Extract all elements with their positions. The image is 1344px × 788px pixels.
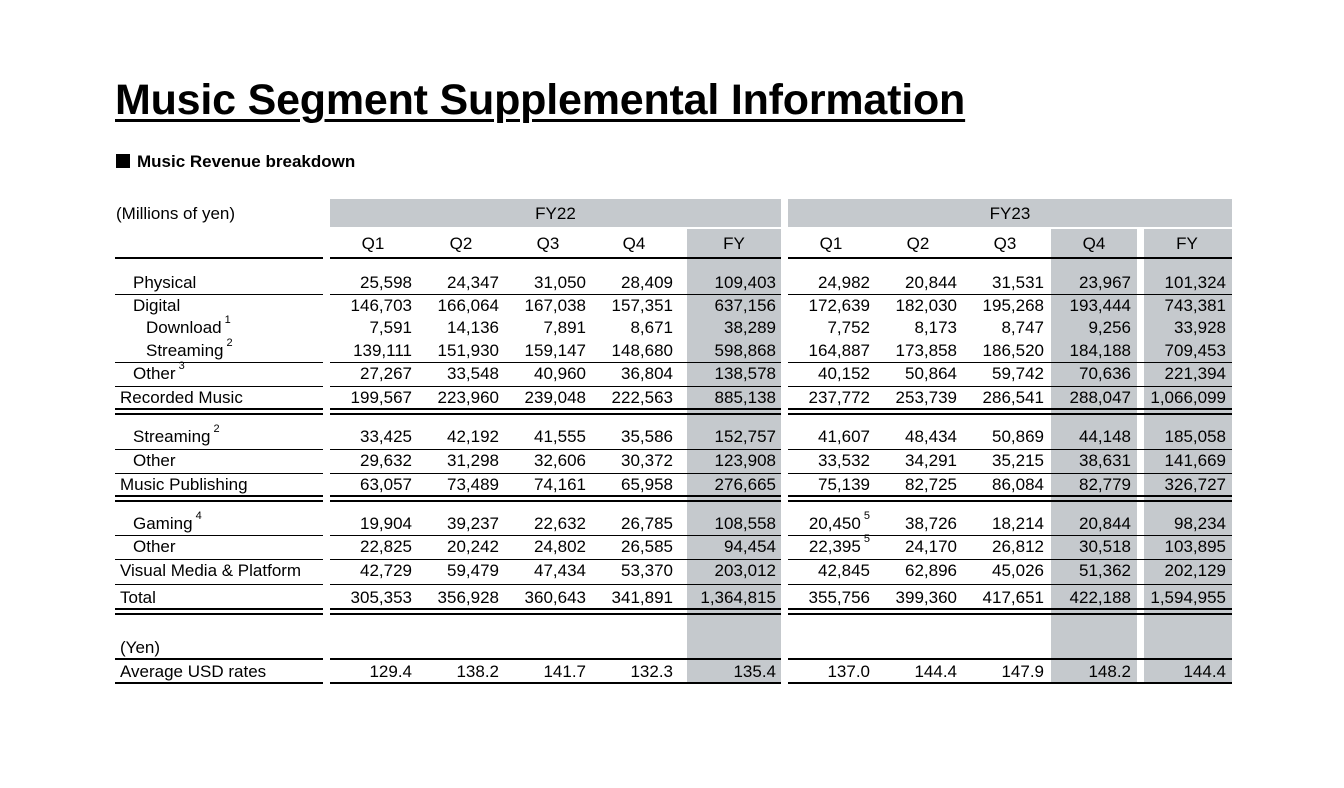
row-label (133, 296, 180, 316)
table-cell-value: 24,982 (818, 273, 870, 292)
row-label-text: Recorded Music (120, 388, 243, 407)
row-rule (115, 559, 323, 560)
table-cell-value: 709,453 (1164, 341, 1226, 360)
table-cell (1116, 537, 1226, 557)
table-cell-value: 326,727 (1164, 475, 1226, 494)
table-cell-value: 59,742 (992, 364, 1044, 383)
table-cell-value: 45,026 (992, 561, 1044, 580)
table-cell-value: 199,567 (350, 388, 412, 407)
row-rule (330, 449, 781, 450)
table-cell-value: 222,563 (611, 388, 673, 407)
row-label-text: Digital (133, 296, 181, 315)
table-cell-value: 305,353 (350, 588, 412, 607)
usd-rate-cell: 144.4 (1183, 662, 1226, 681)
section-double-rule (330, 495, 781, 502)
header-rule-fy23 (788, 257, 1232, 259)
table-cell-value: 50,864 (905, 364, 957, 383)
column-header: FY (1176, 234, 1198, 253)
row-label-text: Visual Media & Platform (120, 561, 302, 580)
table-cell-value: 151,930 (437, 341, 499, 360)
row-rule (115, 362, 323, 363)
table-cell (1021, 451, 1131, 471)
table-cell-value: 41,555 (534, 427, 586, 446)
table-cell-value: 33,928 (1174, 318, 1226, 337)
table-cell-value: 14,136 (447, 318, 499, 337)
table-cell (1021, 318, 1131, 338)
table-cell (1116, 341, 1226, 361)
column-header: Q3 (536, 234, 560, 253)
row-label-text: Other (133, 537, 176, 556)
row-label-text: Music Publishing (120, 475, 248, 494)
total-double-rule (115, 608, 323, 615)
table-cell-value: 8,747 (1001, 318, 1044, 337)
table-cell-value: 25,598 (360, 273, 412, 292)
table-cell-value: 186,520 (982, 341, 1044, 360)
row-label-text: Total (120, 588, 156, 607)
table-cell-value: 42,845 (818, 561, 870, 580)
row-label (120, 388, 243, 408)
row-rule (788, 449, 1232, 450)
table-cell-value: 202,129 (1164, 561, 1226, 580)
table-cell (1116, 296, 1226, 316)
fy-header-fy23: FY23 (989, 204, 1031, 223)
section-double-rule (115, 495, 323, 502)
row-rule (115, 473, 323, 474)
footnote-marker: 2 (223, 337, 233, 349)
table-cell-value: 356,928 (437, 588, 499, 607)
table-cell-value: 7,752 (827, 318, 870, 337)
table-cell-value: 98,234 (1174, 514, 1226, 533)
yen-rule (788, 658, 1232, 660)
table-cell-value: 75,139 (818, 475, 870, 494)
row-rule (788, 386, 1232, 387)
table-cell-value: 27,267 (360, 364, 412, 383)
table-cell (1116, 427, 1226, 447)
table-cell-value: 40,960 (534, 364, 586, 383)
section-heading-label: Music Revenue breakdown (137, 152, 356, 171)
table-cell (1021, 475, 1131, 495)
row-rule (330, 584, 781, 585)
table-cell (1021, 273, 1131, 293)
table-cell-value: 59,479 (447, 561, 499, 580)
section-double-rule (330, 408, 781, 415)
row-label-text: Other (133, 364, 176, 383)
table-cell (563, 451, 673, 471)
column-header: Q1 (361, 234, 385, 253)
table-cell-value: 109,403 (714, 273, 776, 292)
row-label (133, 451, 176, 471)
table-cell-value: 35,586 (621, 427, 673, 446)
table-cell-value: 40,152 (818, 364, 870, 383)
header-rule-fy22 (330, 257, 781, 259)
table-cell-value: 23,967 (1079, 273, 1131, 292)
table-cell (563, 561, 673, 581)
table-cell-value: 148,680 (611, 341, 673, 360)
table-cell (1116, 475, 1226, 495)
table-cell (563, 514, 673, 534)
table-cell-value: 42,192 (447, 427, 499, 446)
table-cell-value: 20,242 (447, 537, 499, 556)
table-cell (563, 588, 673, 608)
table-cell-value: 39,237 (447, 514, 499, 533)
row-rule (788, 294, 1232, 295)
table-cell-value: 26,785 (621, 514, 673, 533)
table-cell-value: 19,904 (360, 514, 412, 533)
footnote-marker: 3 (175, 360, 185, 372)
table-cell-value: 341,891 (611, 588, 673, 607)
row-label (146, 314, 231, 338)
table-cell-value: 29,632 (360, 451, 412, 470)
column-header: Q4 (1082, 234, 1106, 253)
table-cell-value: 182,030 (895, 296, 957, 315)
section-double-rule (788, 495, 1232, 502)
fy-header-fy22: FY22 (535, 204, 576, 223)
table-cell-value: 82,725 (905, 475, 957, 494)
table-cell (1021, 588, 1131, 608)
usd-rate-cell: 141.7 (543, 662, 586, 681)
column-header: Q2 (906, 234, 930, 253)
table-cell-value: 101,324 (1164, 273, 1226, 292)
table-cell (563, 273, 673, 293)
table-cell-value: 31,050 (534, 273, 586, 292)
table-cell-value: 20,450 (808, 514, 861, 533)
table-cell-value: 1,364,815 (700, 588, 776, 607)
table-cell-value: 223,960 (437, 388, 499, 407)
table-cell-value: 185,058 (1164, 427, 1226, 446)
row-label (133, 537, 176, 557)
row-label-text: Other (133, 451, 176, 470)
table-cell-value: 86,084 (992, 475, 1044, 494)
table-cell-value: 24,347 (447, 273, 499, 292)
table-cell-value: 139,111 (353, 341, 412, 360)
table-cell-value: 30,518 (1079, 537, 1131, 556)
table-cell-value: 253,739 (895, 388, 957, 407)
column-header: Q2 (449, 234, 473, 253)
table-cell-value: 173,858 (895, 341, 957, 360)
row-label-text: Gaming (133, 514, 193, 533)
usd-rule (788, 682, 1232, 684)
table-cell-value: 193,444 (1069, 296, 1131, 315)
row-label (146, 337, 233, 361)
section-heading (116, 152, 355, 172)
table-cell-value: 38,726 (905, 514, 957, 533)
table-cell (563, 427, 673, 447)
row-label-text: Physical (133, 273, 197, 292)
table-cell (1116, 588, 1226, 608)
table-cell (1021, 341, 1131, 361)
table-cell-value: 123,908 (714, 451, 776, 470)
usd-rate-cell: 137.0 (827, 662, 870, 681)
table-cell-value: 30,372 (621, 451, 673, 470)
table-cell-value: 417,651 (982, 588, 1044, 607)
table-cell-value: 637,156 (714, 296, 776, 315)
table-cell-value: 74,161 (534, 475, 586, 494)
column-header: FY (723, 234, 745, 253)
usd-rule (330, 682, 781, 684)
table-cell-value: 34,291 (905, 451, 957, 470)
row-rule (115, 535, 323, 536)
usd-rule (115, 682, 323, 684)
table-cell-value: 24,170 (905, 537, 957, 556)
table-cell (1021, 364, 1131, 384)
table-cell-value: 7,591 (369, 318, 412, 337)
table-cell-value: 70,636 (1079, 364, 1131, 383)
table-cell-value: 108,558 (714, 514, 776, 533)
units-label: (Millions of yen) (116, 204, 236, 223)
usd-rate-cell: 148.2 (1088, 662, 1131, 681)
section-double-rule (788, 408, 1232, 415)
footnote-marker: 2 (210, 423, 220, 435)
table-cell-value: 7,891 (543, 318, 586, 337)
row-rule (788, 362, 1232, 363)
table-cell-value: 22,825 (360, 537, 412, 556)
table-cell-value: 82,779 (1079, 475, 1131, 494)
column-header: Q1 (819, 234, 843, 253)
yen-label: (Yen) (120, 638, 161, 657)
table-cell-value: 28,409 (621, 273, 673, 292)
table-cell (563, 388, 673, 408)
table-cell-value: 138,578 (714, 364, 776, 383)
table-cell-value: 203,012 (714, 561, 776, 580)
table-cell-value: 26,585 (621, 537, 673, 556)
row-rule (330, 386, 781, 387)
table-cell-value: 31,531 (992, 273, 1044, 292)
row-label (133, 273, 196, 293)
table-cell-value: 399,360 (895, 588, 957, 607)
table-cell-value: 195,268 (982, 296, 1044, 315)
table-cell (563, 364, 673, 384)
table-cell (563, 537, 673, 557)
table-cell-value: 48,434 (905, 427, 957, 446)
table-cell-value: 18,214 (992, 514, 1044, 533)
table-cell-value: 47,434 (534, 561, 586, 580)
table-cell (1021, 388, 1131, 408)
table-cell-value: 743,381 (1164, 296, 1226, 315)
column-header: Q4 (622, 234, 646, 253)
table-cell-value: 141,669 (1164, 451, 1226, 470)
table-cell-value: 8,173 (914, 318, 957, 337)
table-cell (1116, 451, 1226, 471)
usd-rate-cell: 132.3 (630, 662, 673, 681)
table-cell-value: 146,703 (350, 296, 412, 315)
table-cell-value: 35,215 (992, 451, 1044, 470)
page-title: Music Segment Supplemental Information (115, 76, 966, 124)
table-cell-value: 33,425 (360, 427, 412, 446)
usd-rate-cell: 135.4 (733, 662, 776, 681)
table-cell-value: 26,812 (992, 537, 1044, 556)
usd-rate-cell: 147.9 (1001, 662, 1044, 681)
table-cell-value: 38,631 (1079, 451, 1131, 470)
table-cell-value: 24,802 (534, 537, 586, 556)
table-cell-value: 166,064 (437, 296, 499, 315)
table-cell-value: 237,772 (808, 388, 870, 407)
table-cell-value: 221,394 (1164, 364, 1226, 383)
total-double-rule (330, 608, 781, 615)
table-cell-value: 286,541 (982, 388, 1044, 407)
row-rule (788, 535, 1232, 536)
table-cell-value: 33,532 (818, 451, 870, 470)
row-label (120, 588, 156, 608)
table-cell-value: 33,548 (447, 364, 499, 383)
table-cell-value: 276,665 (714, 475, 776, 494)
row-rule (330, 473, 781, 474)
yen-rule (330, 658, 781, 660)
row-rule (330, 294, 781, 295)
table-cell-value: 53,370 (621, 561, 673, 580)
usd-rate-cell: 144.4 (914, 662, 957, 681)
table-cell (1021, 296, 1131, 316)
table-cell-value: 31,298 (447, 451, 499, 470)
table-cell-value: 20,844 (905, 273, 957, 292)
usd-row-label: Average USD rates (120, 662, 267, 681)
row-rule (330, 559, 781, 560)
table-cell-value: 159,147 (524, 341, 586, 360)
table-cell (1116, 273, 1226, 293)
usd-rate-cell: 129.4 (369, 662, 412, 681)
footnote-marker: 5 (860, 533, 870, 545)
row-rule (788, 584, 1232, 585)
table-cell (1116, 364, 1226, 384)
row-rule (788, 473, 1232, 474)
row-label (120, 561, 301, 581)
table-cell-value: 152,757 (714, 427, 776, 446)
table-cell-value: 8,671 (630, 318, 673, 337)
total-double-rule (788, 608, 1232, 615)
table-cell-value: 22,395 (808, 537, 861, 556)
table-cell-value: 44,148 (1079, 427, 1131, 446)
row-rule (115, 294, 323, 295)
footnote-marker: 5 (860, 510, 870, 522)
table-cell-value: 167,038 (524, 296, 586, 315)
row-rule (330, 535, 781, 536)
table-cell-value: 360,643 (524, 588, 586, 607)
usd-rate-cell: 138.2 (456, 662, 499, 681)
table-cell (1021, 537, 1131, 557)
row-rule (115, 584, 323, 585)
table-cell-value: 239,048 (524, 388, 586, 407)
table-cell-value: 184,188 (1069, 341, 1131, 360)
section-double-rule (115, 408, 323, 415)
table-cell-value: 172,639 (808, 296, 870, 315)
yen-rule (115, 658, 323, 660)
table-cell-value: 422,188 (1069, 588, 1131, 607)
table-cell-value: 9,256 (1088, 318, 1131, 337)
table-cell (1116, 514, 1226, 534)
row-label (133, 510, 202, 534)
footnote-marker: 1 (221, 314, 231, 326)
table-cell-value: 32,606 (534, 451, 586, 470)
table-cell-value: 41,607 (818, 427, 870, 446)
table-cell-value: 42,729 (360, 561, 412, 580)
table-cell-value: 164,887 (808, 341, 870, 360)
table-cell-value: 94,454 (724, 537, 776, 556)
table-cell-value: 73,489 (447, 475, 499, 494)
table-cell (1116, 388, 1226, 408)
table-cell-value: 1,594,955 (1150, 588, 1226, 607)
row-label (120, 475, 248, 495)
table-cell-value: 36,804 (621, 364, 673, 383)
table-cell-value: 103,895 (1164, 537, 1226, 556)
footnote-marker: 4 (192, 510, 202, 522)
row-rule (115, 449, 323, 450)
column-header: Q3 (993, 234, 1017, 253)
table-cell-value: 885,138 (714, 388, 776, 407)
square-bullet-icon (116, 154, 130, 168)
table-cell (1021, 427, 1131, 447)
table-cell-value: 50,869 (992, 427, 1044, 446)
table-cell-value: 288,047 (1069, 388, 1131, 407)
table-cell-value: 598,868 (714, 341, 776, 360)
table-cell-value: 20,844 (1079, 514, 1131, 533)
row-label-text: Streaming (133, 427, 211, 446)
table-cell (1116, 318, 1226, 338)
table-cell (1116, 561, 1226, 581)
table-cell (563, 318, 673, 338)
table-cell-value: 355,756 (808, 588, 870, 607)
row-rule (788, 559, 1232, 560)
table-cell (1021, 561, 1131, 581)
table-cell-value: 63,057 (360, 475, 412, 494)
row-label (133, 423, 220, 447)
table-cell-value: 38,289 (724, 318, 776, 337)
table-cell (563, 341, 673, 361)
table-cell (563, 296, 673, 316)
table-cell-value: 62,896 (905, 561, 957, 580)
table-cell-value: 51,362 (1079, 561, 1131, 580)
header-rule (115, 257, 323, 259)
table-cell-value: 22,632 (534, 514, 586, 533)
row-label-text: Streaming (146, 341, 224, 360)
table-cell (563, 475, 673, 495)
table-cell-value: 157,351 (611, 296, 673, 315)
row-rule (330, 362, 781, 363)
table-cell-value: 65,958 (621, 475, 673, 494)
row-label (133, 360, 185, 384)
row-label-text: Download (146, 318, 222, 337)
row-rule (115, 386, 323, 387)
table-cell (1021, 514, 1131, 534)
table-cell-value: 1,066,099 (1150, 388, 1226, 407)
